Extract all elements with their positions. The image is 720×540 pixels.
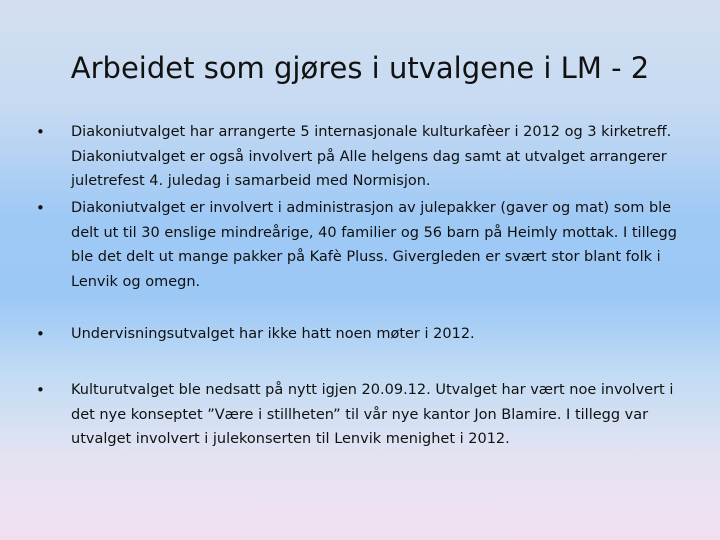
- bullet-text: Undervisningsutvalget har ikke hatt noen møter i 2012.: [71, 326, 475, 342]
- bullet-icon: •: [36, 199, 45, 217]
- bullet-icon: •: [36, 123, 45, 141]
- bullet-icon: •: [36, 381, 45, 399]
- bullet-item: [36, 120, 686, 194]
- bullet-item: [36, 378, 686, 452]
- bullet-text: Kulturutvalget ble nedsatt på nytt igjen 20.09.12. Utvalget har vært noe involvert i det nye konseptet ”Være i stillheten” til vår nye kantor Jon Blamire. I tillegg var utvalget involvert i julekonserten til Lenvik menighet i 2012.: [71, 382, 674, 447]
- slide-title: Arbeidet som gjøres i utvalgene i LM - 2: [70, 51, 650, 85]
- bullet-text: Diakoniutvalget er involvert i administrasjon av julepakker (gaver og mat) som ble delt ut til 30 enslige mindreårige, 40 familier og 56 barn på Heimly mottak. I tillegg ble det delt ut mange pakker på Kafè Pluss. Givergleden er svært stor blant folk i Lenvik og omegn.: [71, 200, 677, 290]
- bullet-item: [36, 322, 686, 347]
- bullet-item: [36, 196, 686, 294]
- bullet-icon: •: [36, 325, 45, 343]
- bullet-text: Diakoniutvalget har arrangerte 5 internasjonale kulturkafèer i 2012 og 3 kirketreff. Diakoniutvalget er også involvert på Alle helgens dag samt at utvalget arrangerer juletrefest 4. juledag i samarbeid med Normisjon.: [71, 124, 672, 189]
